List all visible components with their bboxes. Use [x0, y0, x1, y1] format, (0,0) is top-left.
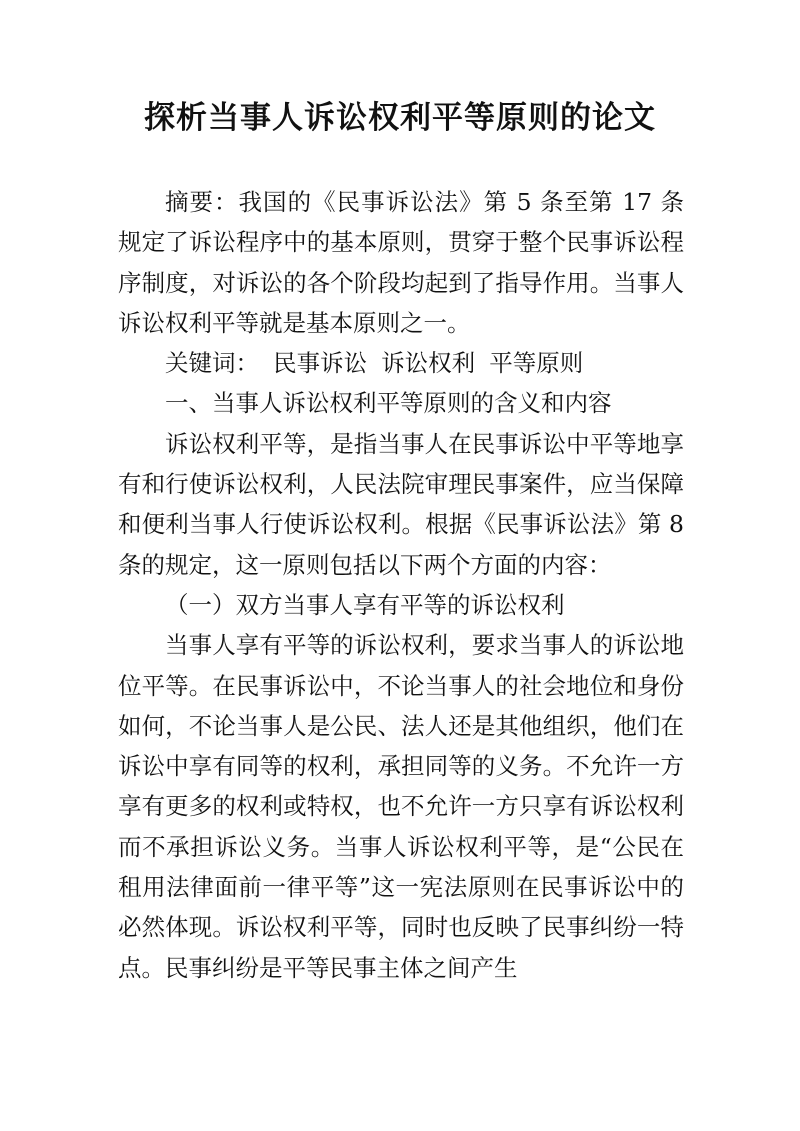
- subsection-paragraph: 当事人享有平等的诉讼权利，要求当事人的诉讼地位平等。在民事诉讼中，不论当事人的社会地位和身份如何，不论当事人是公民、法人还是其他组织，他们在诉讼中享有同等的权利，承担同等的义务。不允许一方享有更多的权利或特权，也不允许一方只享有诉讼权利而不承担诉讼义务。当事人诉讼权利平等，是“公民在租用法律面前一律平等”这一宪法原则在民事诉讼中的必然体现。诉讼权利平等，同时也反映了民事纠纷一特点。民事纠纷是平等民事主体之间产生: [118, 631, 684, 982]
- keyword-item: 平等原则: [489, 349, 584, 378]
- keyword-item: 民事诉讼: [273, 349, 368, 378]
- document-body: [118, 182, 684, 988]
- section-paragraph: 诉讼权利平等，是指当事人在民事诉讼中平等地享有和行使诉讼权利，人民法院审理民事案件，应当保障和便利当事人行使诉讼权利。根据《民事诉讼法》第 8 条的规定，这一原则包括以下两个方面的内容：: [118, 429, 684, 579]
- document-title: 探析当事人诉讼权利平等原则的论文: [144, 100, 656, 136]
- subsection-heading: （一）双方当事人享有平等的诉讼权利: [165, 590, 565, 619]
- keyword-item: 诉讼权利: [381, 349, 476, 378]
- keywords-line: [118, 343, 684, 383]
- section-heading: 一、当事人诉讼权利平等原则的含义和内容: [165, 389, 612, 418]
- abstract-paragraph: 摘要：我国的《民事诉讼法》第 5 条至第 17 条规定了诉讼程序中的基本原则，贯穿于整个民事诉讼程序制度，对诉讼的各个阶段均起到了指导作用。当事人诉讼权利平等就是基本原则之一。: [118, 188, 684, 337]
- keywords-label: 关键词：: [165, 349, 259, 378]
